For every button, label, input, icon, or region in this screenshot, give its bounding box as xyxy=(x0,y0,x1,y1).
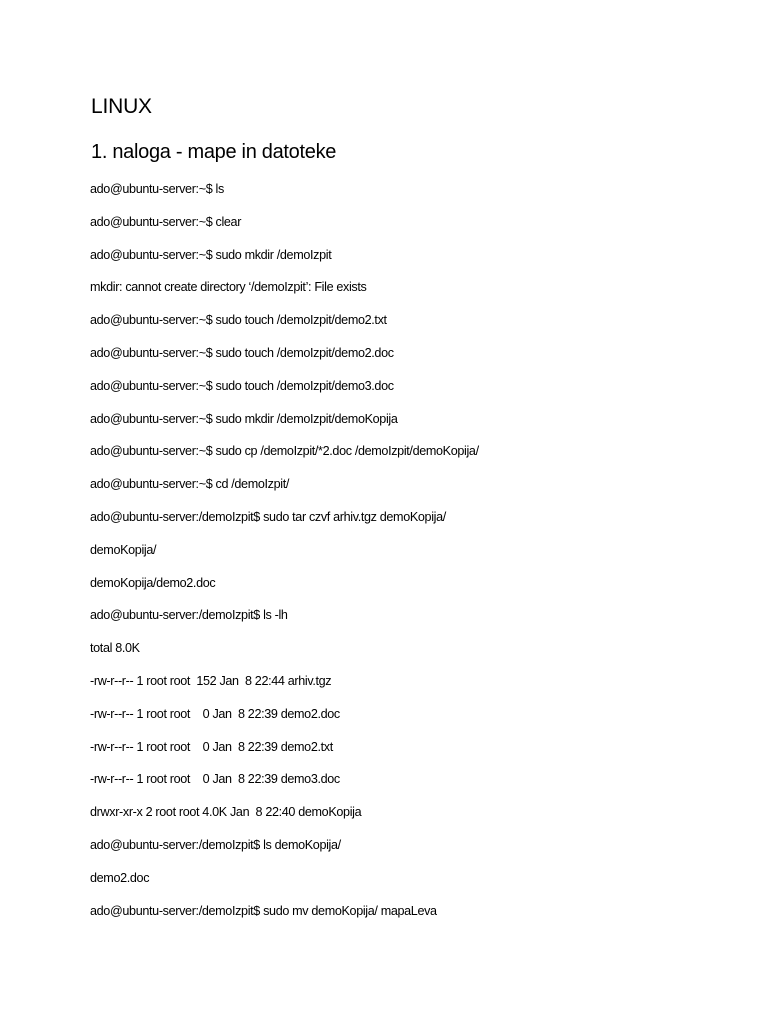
terminal-line: ado@ubuntu-server:~$ sudo touch /demoIzpit/demo3.doc xyxy=(90,378,394,393)
terminal-line: ado@ubuntu-server:~$ sudo mkdir /demoIzpit xyxy=(90,247,332,262)
terminal-line: ado@ubuntu-server:/demoIzpit$ sudo tar czvf arhiv.tgz demoKopija/ xyxy=(90,509,446,524)
section-heading: 1. naloga - mape in datoteke xyxy=(91,141,337,163)
terminal-line: -rw-r--r-- 1 root root 0 Jan 8 22:39 demo2.doc xyxy=(90,706,340,721)
terminal-line: ado@ubuntu-server:/demoIzpit$ sudo mv demoKopija/ mapaLeva xyxy=(90,903,437,918)
terminal-line: ado@ubuntu-server:~$ sudo touch /demoIzpit/demo2.doc xyxy=(90,345,394,360)
terminal-line: ado@ubuntu-server:~$ sudo cp /demoIzpit/*2.doc /demoIzpit/demoKopija/ xyxy=(90,444,479,459)
terminal-line: ado@ubuntu-server:~$ ls xyxy=(90,182,224,196)
terminal-line: demoKopija/demo2.doc xyxy=(90,575,216,590)
terminal-transcript xyxy=(90,180,730,934)
terminal-line: ado@ubuntu-server:~$ sudo mkdir /demoIzpit/demoKopija xyxy=(90,411,398,426)
terminal-line: demoKopija/ xyxy=(90,542,157,557)
terminal-line: demo2.doc xyxy=(90,870,150,885)
document-title: LINUX xyxy=(91,95,152,118)
terminal-line: drwxr-xr-x 2 root root 4.0K Jan 8 22:40 demoKopija xyxy=(90,805,362,820)
terminal-line: ado@ubuntu-server:~$ cd /demoIzpit/ xyxy=(90,477,290,492)
terminal-line: -rw-r--r-- 1 root root 152 Jan 8 22:44 arhiv.tgz xyxy=(90,673,332,688)
terminal-line: ado@ubuntu-server:~$ sudo touch /demoIzpit/demo2.txt xyxy=(90,313,387,328)
terminal-line: ado@ubuntu-server:/demoIzpit$ ls demoKopija/ xyxy=(90,837,341,852)
terminal-line: ado@ubuntu-server:~$ clear xyxy=(90,214,242,229)
terminal-line: ado@ubuntu-server:/demoIzpit$ ls -lh xyxy=(90,608,288,623)
terminal-line: mkdir: cannot create directory ‘/demoIzpit’: File exists xyxy=(90,280,367,295)
terminal-line: -rw-r--r-- 1 root root 0 Jan 8 22:39 demo3.doc xyxy=(90,772,340,787)
terminal-line: -rw-r--r-- 1 root root 0 Jan 8 22:39 demo2.txt xyxy=(90,739,333,754)
terminal-line: total 8.0K xyxy=(90,641,140,656)
